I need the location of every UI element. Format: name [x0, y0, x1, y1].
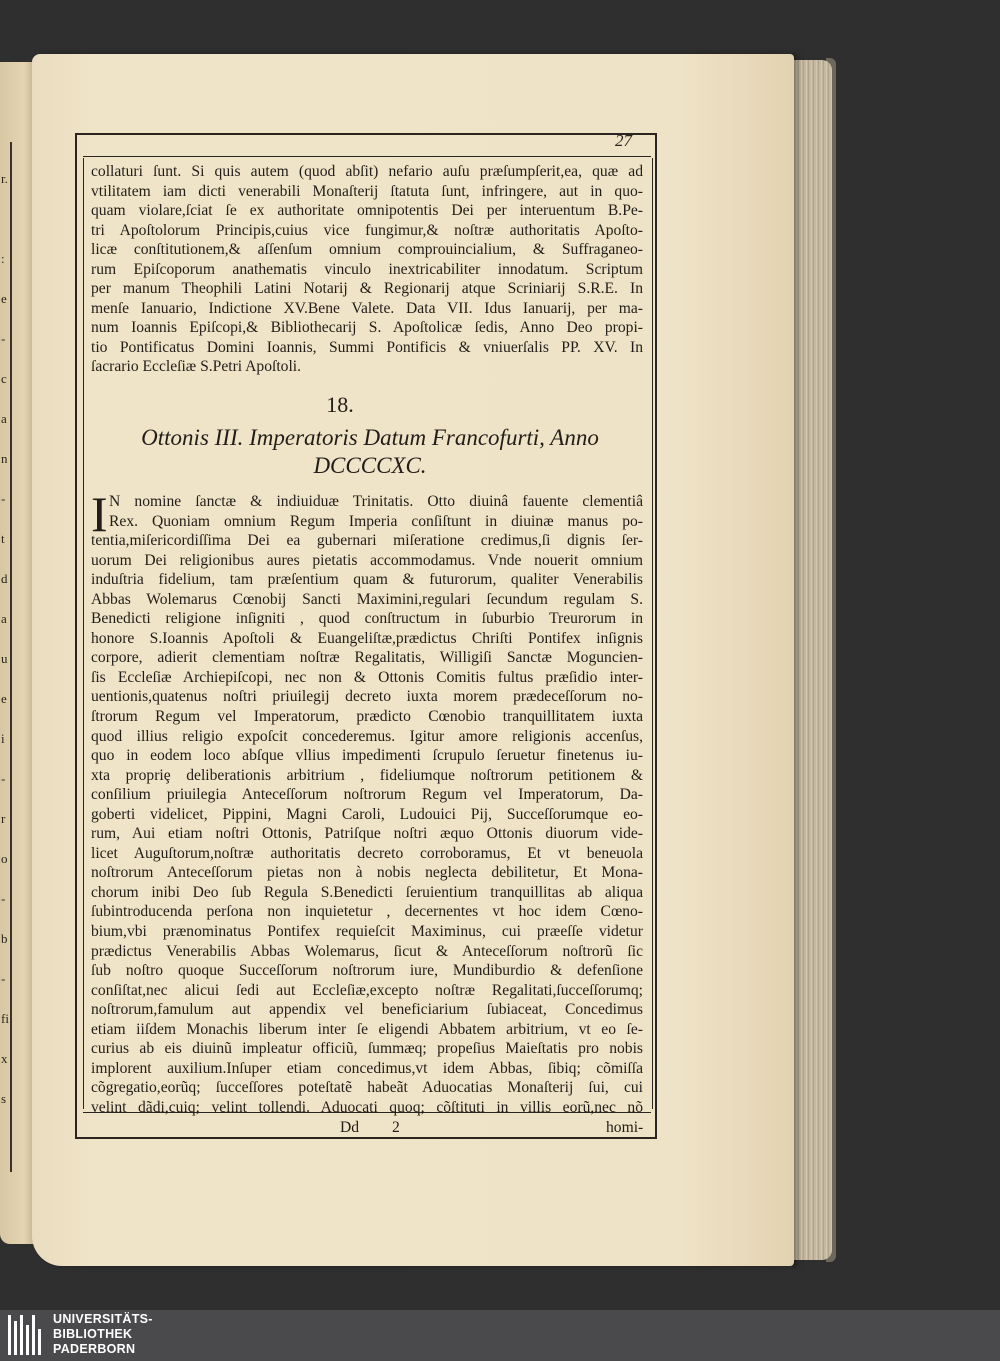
previous-page-fragment: - [1, 771, 6, 786]
text-line: cõgregatio,eorũq; ſucceſſores poteſtatẽ habeãt Aduocatias Monaſterij ſui, cui [91, 1079, 643, 1097]
text-line: ſubintroducenda perſona non inquietetur , decernentes vt hoc idem Cœno- [91, 903, 643, 921]
signature-number: 2 [392, 1119, 400, 1136]
previous-page-fragment: t [1, 531, 5, 546]
text-line: chorum inibi Deo ſub Regula S.Benedicti ſeruientium tranquillitas ab aliqua [91, 883, 643, 901]
charter-number: 18. [326, 392, 354, 417]
text-line: honore S.Ioannis Apoſtoli & Euangeliſtæ,prædictus Chriſti Pontifex inſignis [91, 629, 643, 647]
signature-mark: Dd [340, 1119, 360, 1136]
text-line: ſtrorum Regum vel Imperatorum, prædicto Cœnobio tranquillitatem iuxta [91, 708, 643, 726]
previous-page-fragment: r. [1, 171, 8, 186]
previous-page-fragment: - [1, 971, 6, 986]
text-line: velint dãdi,cuiq; velint tollendi. Aduocati quoq; cõſtituti in villis eorũ,nec nõ [91, 1098, 643, 1116]
previous-page-fragment: d [1, 571, 8, 586]
charter-title [100, 424, 640, 480]
text-line: ſis Eccleſiæ Archiepiſcopi, nec non & Ottonis Comitis fultus præſidio inter- [91, 668, 643, 686]
text-line: ſub noſtro quoque Succeſſorum noſtrorum iure, Mundiburdio & defenſione [91, 962, 643, 980]
text-line: quod illius religio expoſcit concederemus. Igitur amore religionis accenſus, [91, 727, 643, 745]
previous-page-fragment: e [1, 691, 7, 706]
previous-page-fragment: x [1, 1051, 8, 1066]
text-line: bium,vbi prænominatus Pontifex requieſcit Maximinus, cui præeſſe videtur [91, 923, 643, 941]
text-line: induſtria fidelium, tam præſentium quam & futurorum, qualiter Venerabilis [91, 571, 643, 589]
library-logo-icon [5, 1311, 45, 1359]
previous-page-fragment: fi [1, 1011, 9, 1026]
library-name [53, 1312, 153, 1357]
charter-title-line-1: Ottonis III. Imperatoris Datum Francofurti, Anno [141, 425, 599, 450]
previous-page-fragment: s [1, 1091, 7, 1106]
previous-page-fragment: : [1, 251, 5, 266]
text-line: vtilitatem iam dicti venerabili Monaſterij ſtatuta ſunt, infringere, aut in quo- [91, 182, 643, 200]
text-line: etiam iiſdem Monachis liberum inter ſe eligendi Abbatem arbitrium, vt eo ſe- [91, 1020, 643, 1038]
text-line: quam violare,ſciat ſe ex authoritate omnipotentis Dei per interuentum B.Pe- [91, 202, 643, 220]
text-line: curius ab eis diuinũ impleatur officiũ, ſummæq; propeſius Maieſtatis pro nobis [91, 1040, 643, 1058]
drop-initial: I [91, 486, 108, 542]
previous-page-fragment: o [1, 851, 8, 866]
text-line: conſiſtat,nec alicui ſedi aut Eccleſiæ,excepto noſtræ Regalitati,ſucceſſorumq; [91, 981, 643, 999]
text-line: Benedicti religione inſigniti , quod conſtructum in ſuburbio Treurorum in [91, 610, 643, 628]
text-line: quo in eodem loco abſque vllius impedimenti ſcrupulo ſeruetur finetenus iu- [91, 747, 643, 765]
paragraph-2 [91, 486, 643, 1118]
library-name-line-3: PADERBORN [53, 1342, 136, 1356]
frame-top-rule [83, 156, 651, 157]
charter-title-line-2: DCCCCXC. [313, 453, 427, 478]
text-line: tentia,miſericordiſſima Dei ea gubernari miſeratione credimus,ſi dignis ſer- [91, 532, 643, 550]
previous-page-fragment: a [1, 611, 7, 626]
text-line: rum Epiſcoporum anathematis vinculo inextricabiliter innodatum. Scriptum [91, 260, 643, 278]
text-line: N nomine ſanctæ & indiuiduæ Trinitatis. Otto diuinâ fauente clementiâ [109, 493, 643, 510]
text-line: corpore, adierit clementiam noſtræ Regalitatis, Willigiſi Sanctæ Moguncien- [91, 649, 643, 667]
previous-page-fragment: - [1, 491, 6, 506]
text-line: noſtrorum,famulum aut appendix vel beneficiarium ſubiaceat, Concedimus [91, 1001, 643, 1019]
library-name-line-2: BIBLIOTHEK [53, 1327, 133, 1341]
previous-page-fragment: u [1, 651, 8, 666]
library-name-line-1: UNIVERSITÄTS- [53, 1312, 153, 1326]
text-line: licet Auguſtorum,noſtræ authoritatis decreto corroboramus, Et vt beneuola [91, 844, 643, 862]
text-line: implorent auxilium.Inſuper etiam concedimus,vt idem Abbas, ſibiq; cõmiſſa [91, 1059, 643, 1077]
previous-page-fragment: b [1, 931, 8, 946]
text-line: uentionis,quatenus noſtri priuilegij decreto iuxta morem prædeceſſorum no- [91, 688, 643, 706]
text-line: num Ioannis Epiſcopi,& Bibliothecarij S. Apoſtolicæ ſedis, Anno Deo propi- [91, 319, 643, 337]
text-line: collaturi ſunt. Si quis autem (quod abſit) nefario auſu præſumpſerit,ea, quæ ad [91, 163, 643, 180]
previous-page-fragment: n [1, 451, 8, 466]
text-line: noſtrorum Anteceſſorum pietas non à nobis neglecta debilitetur, Et Mona- [91, 864, 643, 882]
text-line: Abbas Wolemarus Cœnobij Sancti Maximini,regulari ſecundum regulam S. [91, 590, 643, 608]
text-line: tri Apoſtolorum Principis,cuius vice fungimur,& noſtræ authoritatis Apoſto- [91, 221, 643, 239]
page-number: 27 [615, 131, 632, 150]
previous-page-fragment: r [1, 811, 6, 826]
text-line: uorum Dei religionibus aures pietatis accommodamus. Vnde nouerit omnium [91, 551, 643, 569]
previous-page-fragment: i [1, 731, 5, 746]
text-line: goberti videlicet, Pippini, Magni Caroli, Ludouici Pij, Succeſſorumque eo- [91, 805, 643, 823]
text-line: rum, Aui etiam noſtri Ottonis, Patriſque noſtri æquo Ottonis diuorum vide- [91, 825, 643, 843]
text-line: xta propriȩ deliberationis arbitrium , fideliumque noſtrorum petitionem & [91, 766, 643, 784]
catchword: homi- [606, 1119, 644, 1136]
text-line: menſe Ianuario, Indictione XV.Bene Valete. Data VII. Idus Ianuarij, per ma- [91, 299, 643, 317]
text-line: conſilium priuilegia Anteceſſorum noſtrorum Regum vel Imperatorum, Da- [91, 786, 643, 804]
text-line: ſacrario Eccleſiæ S.Petri Apoſtoli. [91, 358, 302, 376]
text-line: per manum Theophili Latini Notarij & Regionarij atque Scriniarij S.R.E. In [91, 280, 643, 298]
text-line: licæ conſtitutionem,& aſſenſum omnium comprouincialium, & Suffraganeo- [91, 241, 643, 259]
text-line: prædictus Venerabilis Abbas Wolemarus, ſicut & Anteceſſorum noſtrorũ ſic [91, 942, 643, 960]
paragraph-1 [91, 162, 643, 377]
previous-page-fragment: c [1, 371, 7, 386]
text-line: Rex. Quoniam omnium Regum Imperia conſiſtunt in diuinæ manus po- [109, 512, 643, 530]
previous-page-fragment: a [1, 411, 7, 426]
text-line: tio Pontificatus Domini Ioannis, Summi Pontificis & vniuerſalis PP. XV. In [91, 338, 643, 356]
previous-page-fragment: - [1, 331, 6, 346]
previous-page-fragment: - [1, 891, 6, 906]
previous-page-rule [10, 142, 12, 1172]
previous-page-fragment: e [1, 291, 7, 306]
